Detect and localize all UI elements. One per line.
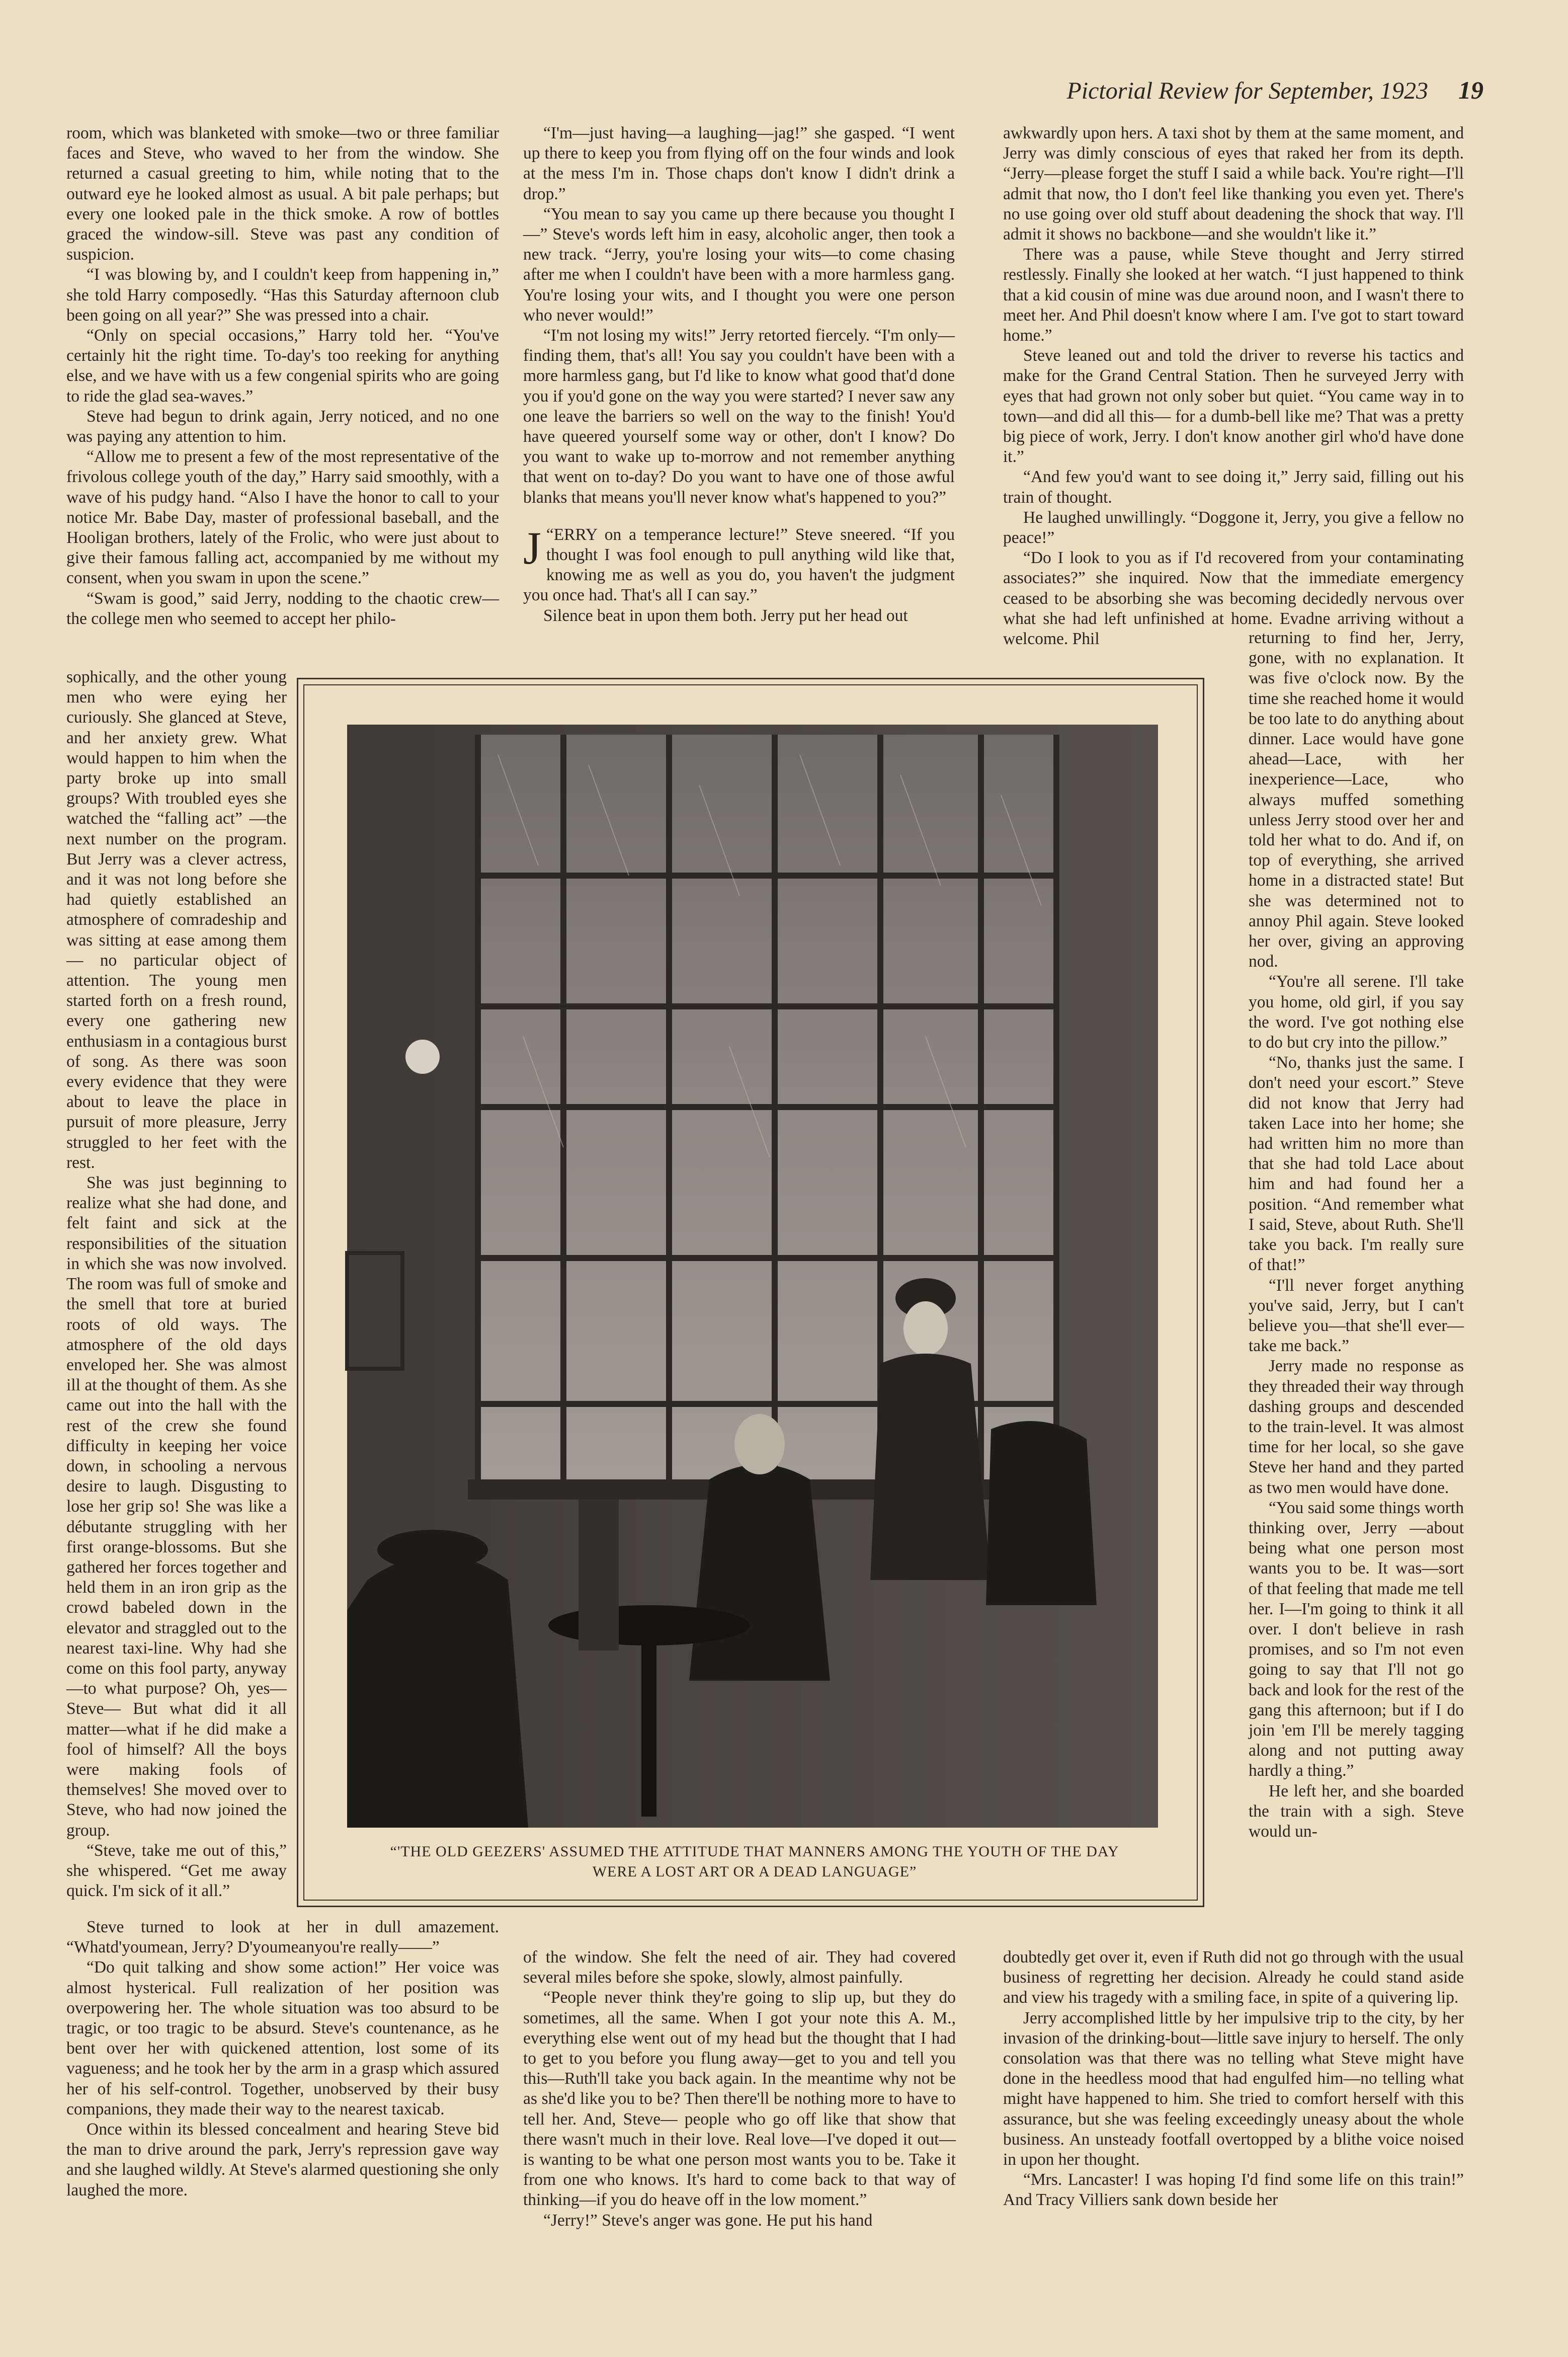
paragraph: Once within its blessed concealment and hearing Steve bid the man to drive around the park, Jerry's repression gave way and she laughed wildly. At Steve's alarmed questioning she only laughed the more. (66, 2120, 499, 2199)
column-1-narrow (66, 667, 287, 1901)
column-2-bottom (523, 1947, 956, 2229)
column-3-top (1003, 123, 1464, 649)
paragraph: “And few you'd want to see doing it,” Jerry said, filling out his train of thought. (1003, 467, 1464, 507)
paragraph: Steve leaned out and told the driver to reverse his tactics and make for the Grand Central Station. Then he surveyed Jerry with eyes that had grown not only sober but quiet. “You came way in to town—and did all this— for a dumb-bell like me? That was a pretty big piece of work, Jerry. I don't know another girl who'd have done it.” (1003, 346, 1464, 466)
paragraph: “I'm not losing my wits!” Jerry retorted fiercely. “I'm only—finding them, that's all! You say you couldn't have been with a more harmless gang, but I'd like to know what good that'd done you if you'd gone on the way you were started? I never saw any one leave the barriers so well on the way to the finish! You'd have queered yourself some way or other, don't I know? Do you want to wake up to-morrow and not remember anything that went on to-day? Do you want to have one of those awful blanks that means you'll never know what's happened to you?” (523, 326, 955, 507)
paragraph: “You're all serene. I'll take you home, old girl, if you say the word. I've got nothing else to do but cry into the pillow.” (1249, 972, 1464, 1052)
column-3-bottom (1003, 1947, 1464, 2229)
paragraph: “I was blowing by, and I couldn't keep from happening in,” she told Harry composedly. “Has this Saturday afternoon club been going on all year?” She was pressed into a chair. (66, 265, 499, 325)
paragraph: “People never think they're going to slip up, but they do sometimes, all the same. When I got your note this A. M., everything else went out of my head but the thought that I had to get to you before you flung away—get to you and tell you this—Ruth'll take you back again. In the meantime why not be as she'd like you to be? Then there'll be nothing more to have to tell her. And, Steve— people who go off like that show that there wasn't much in their love. Real love—I've doped it out—is wanting to be what one person most wants you to be. Take it from one who knows. It's hard to come back to that way of thinking—if you do heave off in the low moment.” (523, 1988, 956, 2210)
paragraph: He left her, and she boarded the train with a sigh. Steve would un- (1249, 1781, 1464, 1841)
paragraph: “Do quit talking and show some action!” Her voice was almost hysterical. Full realization of her position was overpowering her. The whole situation was too absurd to be tragic, or too tragic to be absurd. Steve's countenance, as he bent over her with quickened attention, lost some of its vagueness; and he took her by the arm in a grasp which assured her of his self-control. Together, unobserved by their busy companions, they made their way to the nearest taxicab. (66, 1958, 499, 2118)
paragraph: Jerry made no response as they threaded their way through dashing groups and descended to the train-level. It was almost time for her local, so she gave Steve her hand and they parted as two men would have done. (1249, 1357, 1464, 1497)
paragraph: “No, thanks just the same. I don't need your escort.” Steve did not know that Jerry had taken Lace into her home; she had written him no more than that she had told Lace about him and had found her a position. “And remember what I said, Steve, about Ruth. She'll take you back. I'm really sure of that!” (1249, 1053, 1464, 1275)
dropcap-paragraph: “ J ERRY on a temperance lecture!” Steve sneered. “If you thought I was fool enough to pull anything wild like that, knowing me as well as you do, you haven't the judgment you once had. That's all I can say.” (523, 522, 955, 605)
golf-bag (579, 1500, 619, 1651)
paragraph: Steve had begun to drink again, Jerry noticed, and no one was paying any attention to him. (66, 407, 499, 446)
column-3-narrow (1249, 628, 1464, 1916)
column-1-top (66, 123, 499, 667)
paragraph: room, which was blanketed with smoke—two or three familiar faces and Steve, who waved to her from the window. She returned a casual greeting to him, while noting that to the outward eye he looked almost as usual. A bit pale perhaps; but every one looked pale in the thick smoke. A row of bottles graced the window-sill. Steve was past any condition of suspicion. (66, 124, 499, 264)
wall-lamp (405, 1040, 440, 1074)
paragraph: Jerry accomplished little by her impulsive trip to the city, by her invasion of the drinking-bout—little save injury to herself. The only consolation was that there was no telling what Steve might have done in the heedless mood that had engulfed him—no telling what might have happened to him. She tried to comfort herself with this assurance, but she was feeling exceedingly uneasy about the whole business. An unsteady footfall overtopped by a blithe voice noised in upon her thought. (1003, 2008, 1464, 2169)
paragraph: He laughed unwillingly. “Doggone it, Jerry, you give a fellow no peace!” (1003, 508, 1464, 547)
table-leg (641, 1625, 656, 1817)
paragraph: She was just beginning to realize what she had done, and felt faint and sick at the responsibilities of the situation in which she was now involved. The room was full of smoke and the smell that tore at buried roots of old ways. The atmosphere of the old days enveloped her. She was almost ill at the thought of them. As she came out into the hall with the rest of the crew she found difficulty in keeping her voice down, in schooling a nervous desire to laugh. Disgusting to lose her grip so! She was like a débutante struggling with her first orange-blossoms. But she gathered her forces together and held them in an iron grip as the crowd babeled down in the elevator and straggled out to the nearest taxi-line. Why had she come on this fool party, anyway—to what purpose? Oh, yes—Steve— But what did it all matter—what if he did make a fool of himself? All the boys were making fools of themselves! She moved over to Steve, who had now joined the group. (66, 1173, 287, 1840)
paragraph: “Jerry!” Steve's anger was gone. He put his hand (543, 2211, 873, 2230)
illustration (347, 725, 1158, 1828)
paragraph: “Only on special occasions,” Harry told her. “You've certainly hit the right time. To-day's too reeking for anything else, and we have with us a few congenial spirits who are going to ride the glad sea-waves.” (66, 326, 499, 406)
column-1-bottom (66, 1917, 499, 2229)
paragraph: Silence beat in upon them both. Jerry put her head out (543, 606, 908, 625)
magazine-title: Pictorial Review for September, 1923 (1066, 77, 1428, 104)
drop-cap: J (523, 522, 541, 574)
paragraph: There was a pause, while Steve thought and Jerry stirred restlessly. Finally she looked at her watch. “I just happened to think that a kid cousin of mine was due around noon, and I wasn't there to meet her. And Phil doesn't know where I am. I've got to start toward home.” (1003, 245, 1464, 345)
paragraph: “Steve, take me out of this,” she whispered. “Get me away quick. I'm sick of it all.” (66, 1841, 287, 1901)
running-head (956, 75, 1483, 105)
paragraph: “You mean to say you came up there because you thought I—” Steve's words left him in easy, alcoholic anger, then took a new track. “Jerry, you're losing your wits—to come chasing after me when I couldn't have been with a more harmless gang. You're losing your wits, and I thought you were one person who never would!” (523, 204, 955, 325)
paragraph: doubtedly get over it, even if Ruth did not go through with the usual business of regretting her decision. Already he could stand aside and view his tragedy with a smiling face, in spite of a quivering lip. (1003, 1948, 1464, 2007)
paragraph: “I'll never forget anything you've said, Jerry, but I can't believe you—that she'll ever—take me back.” (1249, 1276, 1464, 1356)
paragraph: of the window. She felt the need of air. They had covered several miles before she spoke, slowly, almost painfully. (523, 1948, 956, 1987)
paragraph: Steve turned to look at her in dull amazement. “Whatd'youmean, Jerry? D'youmeanyou're really——” (66, 1918, 499, 1957)
paragraph: “Swam is good,” said Jerry, nodding to the chaotic crew—the college men who seemed to accept her philo- (66, 589, 499, 628)
column-2-top (523, 123, 955, 652)
paragraph: awkwardly upon hers. A taxi shot by them at the same moment, and Jerry was dimly conscious of eyes that raked her from its depth. “Jerry—please forget the stuff I said a while back. You're right—I'll admit that now, tho I don't feel like thanking you even yet. There's no use going over old stuff about deadening the shock that way. I'll admit it shows no backbone—and she wouldn't like it.” (1003, 124, 1464, 244)
page-number: 19 (1458, 76, 1483, 104)
paragraph: returning to find her, Jerry, gone, with no explanation. It was five o'clock now. By the time she reached home it would be too late to do anything about dinner. Lace would have gone ahead—Lace, with her inexperience—Lace, who always muffed something unless Jerry stood over her and told her what to do. And if, on top of everything, she arrived home in a distracted state! But she was determined not to annoy Phil again. Steve looked her over, giving an approving nod. (1249, 628, 1464, 971)
paragraph: “I'm—just having—a laughing—jag!” she gasped. “I went up there to keep you from flying off on the four winds and look at the mess I'm in. Those chaps don't know I didn't drink a drop.” (523, 124, 955, 203)
paragraph: “You said some things worth thinking over, Jerry —about being what one person most wants you to be. It was—sort of that feeling that made me tell her. I—I'm going to think it all over. I don't believe in rash promises, and so I'm not even going to say that I'll not go back and look for the rest of the gang this afternoon; but if I do join 'em I'll be merely tagging along and not putting away hardly a thing.” (1249, 1498, 1464, 1780)
paragraph: sophically, and the other young men who were eying her curiously. She glanced at Steve, and her anxiety grew. What would happen to him when the party broke up into small groups? With troubled eyes she watched the “falling act” —the next number on the program. But Jerry was a clever actress, and it was not long before she had quietly established an atmosphere of comradeship and was sitting at ease among them— no particular object of attention. The young men started forth on a fresh round, every one gathering new enthusiasm in a contagious burst of song. As there was soon every evidence that they were about to leave the place in pursuit of more pleasure, Jerry struggled to her feet with the rest. (66, 668, 287, 1172)
illustration-drawing (347, 725, 1158, 1828)
paragraph: “Do I look to you as if I'd recovered from your contaminating associates?” she inquired. Now that the immediate emergency ceased to be absorbing she was becoming decidedly nervous over what she had left unfinished at home. Evadne arriving without a welcome. Phil (1003, 548, 1464, 649)
dropcap-paragraph-text: ERRY on a temperance lecture!” Steve sneered. “If you thought I was fool enough to pull anything wild like that, knowing me as well as you do, you haven't the judgment you once had. That's all I can say.” (523, 525, 955, 605)
paragraph: “Allow me to present a few of the most representative of the frivolous college youth of the day,” Harry said smoothly, with a wave of his pudgy hand. “Also I have the honor to call to your notice Mr. Babe Day, master of professional baseball, and the Hooligan brothers, lately of the Frolic, who were just about to give their famous falling act, accompanied by me without my consent, when you swam in upon the scene.” (66, 447, 499, 588)
paragraph: “Mrs. Lancaster! I was hoping I'd find some life on this train!” And Tracy Villiers sank down beside her (1003, 2170, 1464, 2210)
illustration-caption: “'THE OLD GEEZERS' ASSUMED THE ATTITUDE THAT MANNERS AMONG THE YOUTH OF THE DAY WERE A LOST ART OR A DEAD LANGUAGE” (390, 1843, 1119, 1880)
